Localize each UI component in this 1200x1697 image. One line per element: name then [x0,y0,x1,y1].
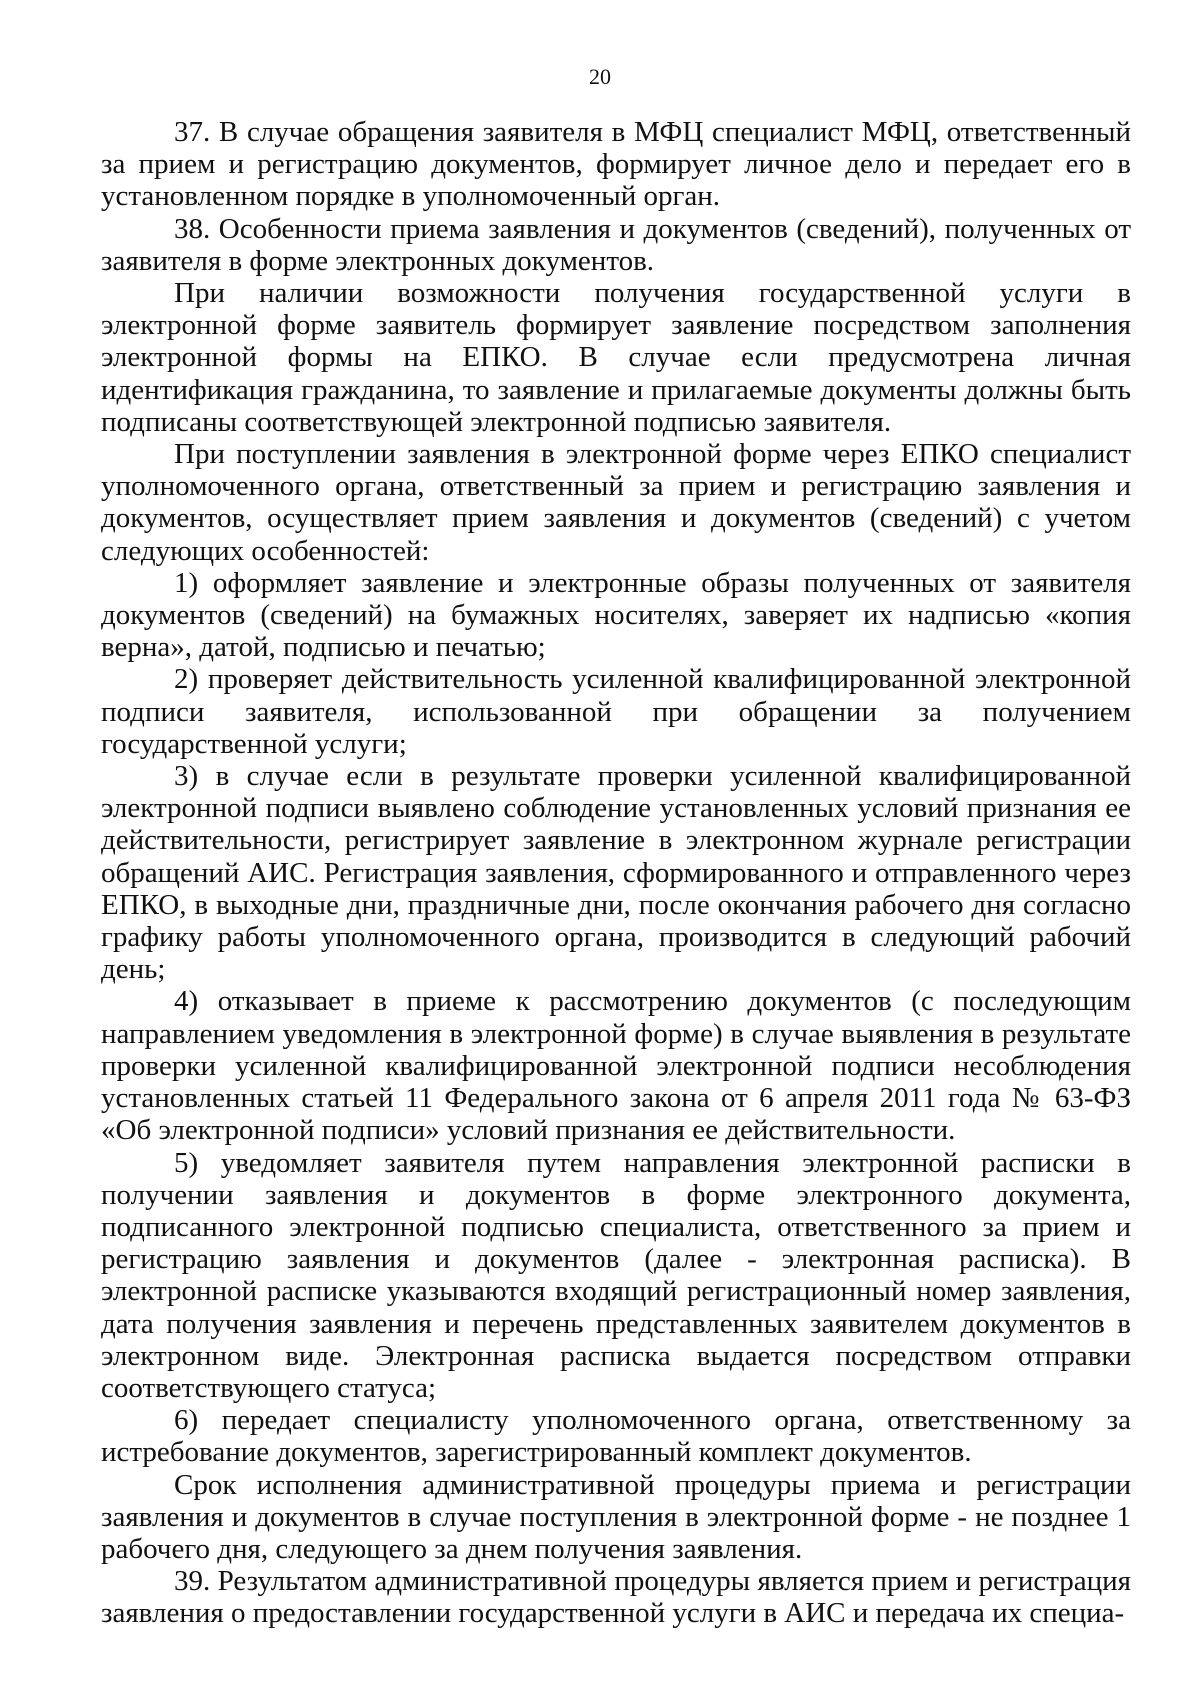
page-number: 20 [589,64,611,89]
paragraph-deadline: Срок исполнения административной процедуры приема и регистрации заявления и документов в случае поступления в электронной форме - не позднее 1 рабочего дня, следующего за днем получения заявления. [101,1468,1131,1565]
list-item-6: 6) передает специалисту уполномоченного органа, ответственному за истребование документов, зарегистрированный комплект документов. [101,1404,1131,1469]
list-item-4: 4) отказывает в приеме к рассмотрению документов (с последующим направлением уведомления в электронной форме) в случае выявления в результате проверки усиленной квалифицированной электронной подписи несоблюдения установленных статьей 11 Федерального закона от 6 апреля 2011 года № 63-ФЗ «Об электронной подписи» условий признания ее действительности. [101,985,1131,1147]
paragraph-38: 38. Особенности приема заявления и документов (сведений), полученных от заявителя в форме электронных документов. [101,212,1131,277]
paragraph-electronic-form: При наличии возможности получения государственной услуги в электронной форме заявитель формирует заявление посредством заполнения электронной формы на ЕПКО. В случае если предусмотрена личная идентификация гражданина, то заявление и прилагаемые документы должны быть подписаны соответствующей электронной подписью заявителя. [101,277,1131,438]
paragraph-39: 39. Результатом административной процедуры является прием и регистрация заявления о предоставлении государственной услуги в АИС и передача их специа- [101,1565,1131,1630]
list-item-1: 1) оформляет заявление и электронные образы полученных от заявителя документов (сведений) на бумажных носителях, заверяет их надписью «копия верна», датой, подписью и печатью; [101,566,1131,664]
paragraph-receipt-via-epko: При поступлении заявления в электронной форме через ЕПКО специалист уполномоченного органа, ответственный за прием и регистрацию заявления и документов, осуществляет прием заявления и документов (сведений) с учетом следующих особенностей: [101,438,1131,567]
paragraph-37: 37. В случае обращения заявителя в МФЦ специалист МФЦ, ответственный за прием и регистрацию документов, формирует личное дело и передает его в установленном порядке в уполномоченный орган. [101,116,1131,213]
list-item-5: 5) уведомляет заявителя путем направления электронной расписки в получении заявления и документов в форме электронного документа, подписанного электронной подписью специалиста, ответственного за прием и регистрацию заявления и документов (далее - электронная расписка). В электронной расписке указываются входящий регистрационный номер заявления, дата получения заявления и перечень представленных заявителем документов в электронном виде. Электронная расписка выдается посредством отправки соответствующего статуса; [101,1146,1131,1404]
document-body [101,116,1131,1630]
list-item-2: 2) проверяет действительность усиленной квалифицированной электронной подписи заявителя, использованной при обращении за получением государственной услуги; [101,663,1131,760]
list-item-3: 3) в случае если в результате проверки усиленной квалифицированной электронной подписи выявлено соблюдение установленных условий признания ее действительности, регистрирует заявление в электронном журнале регистрации обращений АИС. Регистрация заявления, сформированного и отправленного через ЕПКО, в выходные дни, праздничные дни, после окончания рабочего дня согласно графику работы уполномоченного органа, производится в следующий рабочий день; [101,760,1131,986]
